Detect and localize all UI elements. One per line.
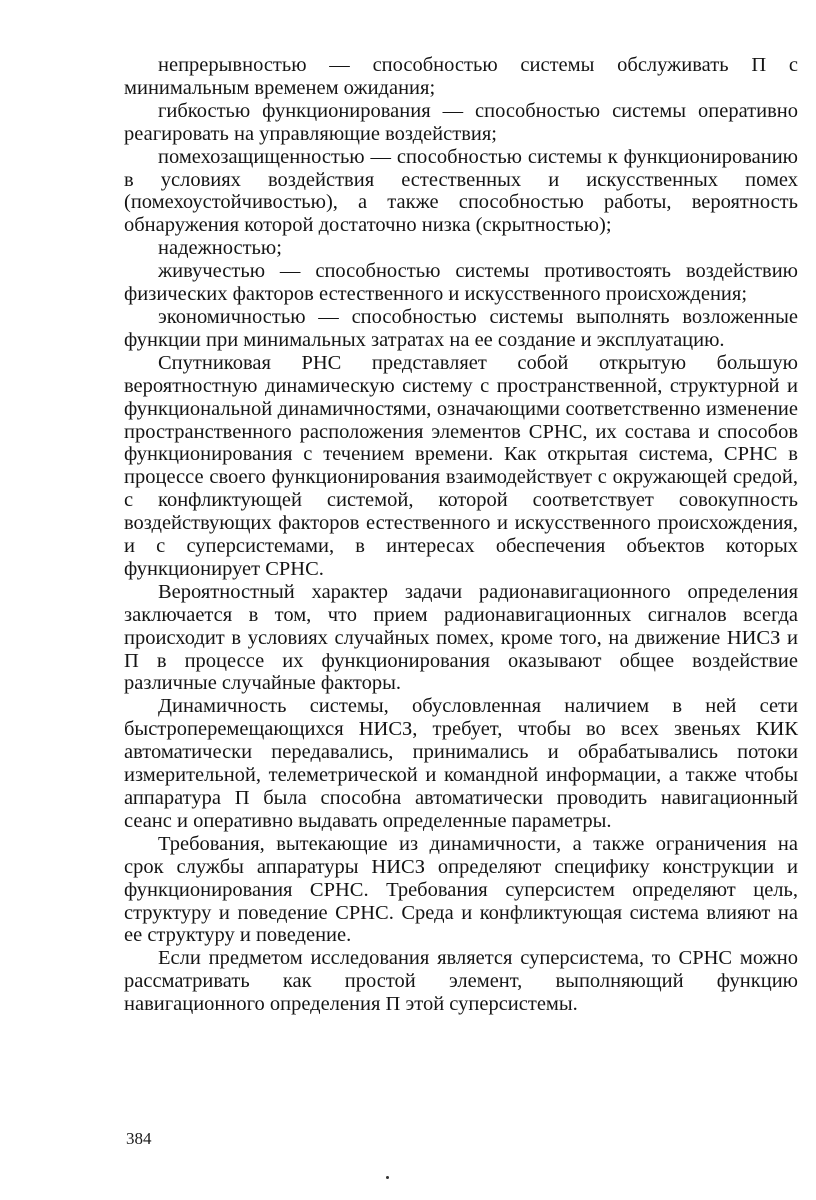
paragraph-supersystem: Если предметом исследования является суперсистема, то СРНС можно рассматривать как простой элемент, выполняющий функцию навигационного определения П этой суперсистемы.	[124, 947, 798, 1016]
scan-speck	[386, 1176, 389, 1179]
paragraph-economy: экономичностью — способностью системы выполнять возложенные функции при минимальных затратах на ее создание и эксплуатацию.	[124, 305, 798, 351]
paragraph-probabilistic: Вероятностный характер задачи радионавигационного определения заключается в том, что прием радионавигационных сигналов всегда происходит в условиях случайных помех, кроме того, на движение НИСЗ и П в процессе их функционирования оказывают общее воздействие различные случайные факторы.	[124, 580, 798, 695]
paragraph-dynamism: Динамичность системы, обусловленная наличием в ней сети быстроперемещающихся НИСЗ, требует, чтобы во всех звеньях КИК автоматически передавались, принимались и обрабатывались потоки измерительной, телеметрической и командной информации, а также чтобы аппаратура П была способна автоматически проводить навигационный сеанс и оперативно выдавать определенные параметры.	[124, 695, 798, 832]
page-number: 384	[126, 1129, 152, 1148]
paragraph-open-system: Спутниковая РНС представляет собой открытую большую вероятностную динамическую систему с пространственной, структурной и функциональной динамичностями, означающими соответственно изменение пространственного расположения элементов СРНС, их состава и способов функционирования с течением времени. Как открытая система, СРНС в процессе своего функционирования взаимодействует с окружающей средой, с конфликтующей системой, которой соответствует совокупность воздействующих факторов естественного и искусственного происхождения, и с суперсистемами, в интересах обеспечения объектов которых функционирует СРНС.	[124, 351, 798, 580]
paragraph-survivability: живучестью — способностью системы противостоять воздействию физических факторов естественного и искусственного происхождения;	[124, 260, 798, 306]
paragraph-reliability: надежностью;	[158, 237, 282, 260]
paragraph-requirements: Требования, вытекающие из динамичности, а также ограничения на срок службы аппаратуры НИСЗ определяют специфику конструкции и функционирования СРНС. Требования суперсистем определяют цель, структуру и поведение СРНС. Среда и конфликтующая система влияют на ее структуру и поведение.	[124, 832, 798, 947]
paragraph-flexibility: гибкостью функционирования — способностью системы оперативно реагировать на управляющие воздействия;	[124, 99, 798, 145]
paragraph-continuity: непрерывностью — способностью системы обслуживать П с минимальным временем ожидания;	[124, 54, 798, 99]
paragraph-noise-immunity: помехозащищенностью — способностью системы к функционированию в условиях воздействия естественных и искусственных помех (помехоустойчивостью), а также способностью работы, вероятность обнаружения которой достаточно низка (скрытностью);	[124, 145, 798, 237]
page-body	[124, 54, 798, 1016]
